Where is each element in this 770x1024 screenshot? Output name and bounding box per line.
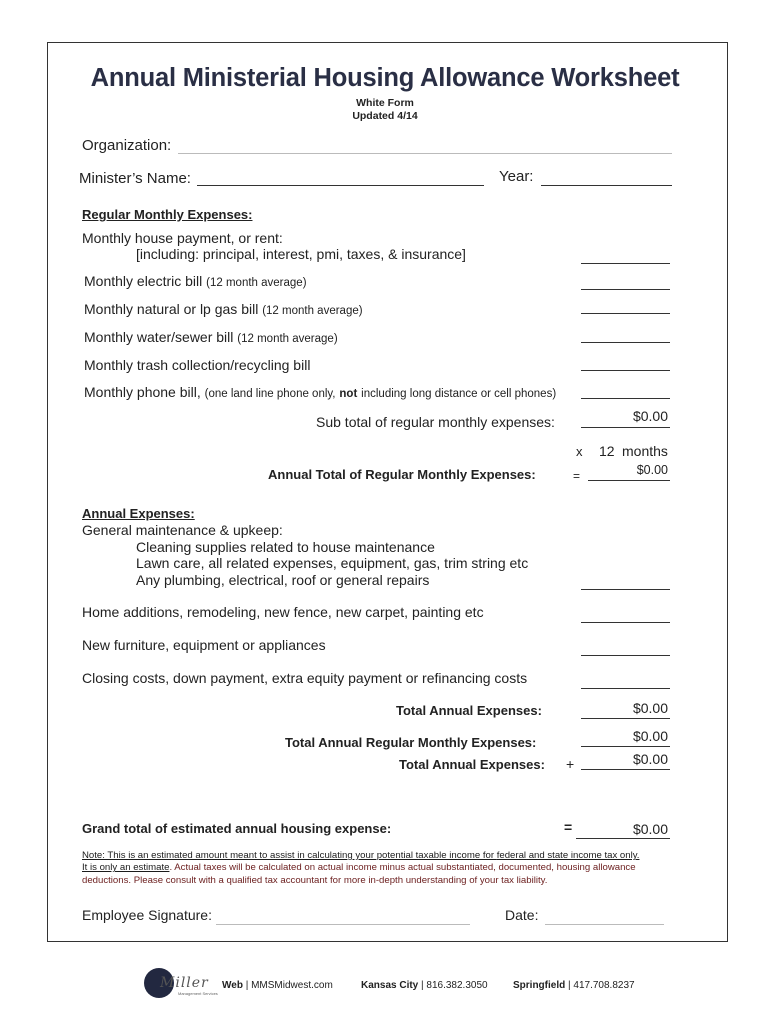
annual-regular-total-label: Annual Total of Regular Monthly Expenses:	[268, 467, 536, 482]
new-furniture-label: New furniture, equipment or appliances	[82, 637, 326, 653]
lawn-care-label: Lawn care, all related expenses, equipment, gas, trim string etc	[136, 555, 529, 571]
phone-bill-label: Monthly phone bill,	[84, 384, 201, 400]
grand-total-equals: =	[564, 819, 573, 835]
grand-total-label: Grand total of estimated annual housing expense:	[82, 821, 392, 836]
gas-bill-label: Monthly natural or lp gas bill	[84, 301, 259, 317]
house-payment-label: Monthly house payment, or rent:	[82, 230, 283, 246]
minister-name-label: Minister’s Name:	[79, 170, 191, 187]
general-maintenance-field[interactable]	[581, 589, 670, 590]
house-payment-field[interactable]	[581, 263, 670, 264]
annual-regular-total-value: $0.00	[636, 463, 668, 477]
water-bill-row	[84, 329, 338, 345]
summary-regular-value: $0.00	[632, 728, 668, 744]
employee-signature-field[interactable]	[216, 924, 470, 925]
note-part4: . Actual taxes will be calculated on actual income minus actual substantiated, documented, housing allowance deductions. Please consult with a qualified tax accountant for more in-depth understanding of your tax liability.	[82, 862, 636, 886]
employee-signature-label: Employee Signature:	[82, 907, 212, 923]
annual-regular-equals: =	[573, 469, 581, 483]
updated-date: Updated 4/14	[352, 110, 418, 122]
cleaning-supplies-label: Cleaning supplies related to house maintenance	[136, 539, 435, 555]
water-bill-note: (12 month average)	[237, 333, 338, 345]
tax-note	[82, 850, 682, 887]
new-furniture-field[interactable]	[581, 655, 670, 656]
summary-regular-field[interactable]	[581, 746, 670, 747]
general-maintenance-label: General maintenance & upkeep:	[82, 522, 283, 538]
grand-total-field[interactable]	[576, 838, 670, 839]
subtotal-value: $0.00	[632, 408, 668, 424]
note-part2: and state income tax only.	[526, 850, 640, 861]
web-value[interactable]: | MMSMidwest.com	[245, 980, 333, 991]
phone-bill-row	[84, 384, 556, 400]
multiply-sign: x	[576, 444, 583, 459]
summary-annual-label: Total Annual Expenses:	[399, 757, 545, 772]
note-federal: federal	[496, 850, 527, 861]
grand-total-value: $0.00	[632, 821, 668, 837]
organization-label: Organization:	[82, 137, 172, 154]
home-additions-field[interactable]	[581, 622, 670, 623]
electric-bill-note: (12 month average)	[206, 277, 307, 289]
summary-annual-value: $0.00	[632, 751, 668, 767]
phone-bill-note-not: not	[339, 388, 358, 400]
subtotal-label: Sub total of regular monthly expenses:	[316, 414, 555, 430]
logo-subtext: Management Services	[178, 991, 218, 996]
total-annual-expenses-label: Total Annual Expenses:	[396, 703, 542, 718]
trash-bill-field[interactable]	[581, 370, 670, 371]
phone-bill-field[interactable]	[581, 398, 670, 399]
trash-bill-label: Monthly trash collection/recycling bill	[84, 357, 311, 373]
organization-field[interactable]	[178, 153, 672, 154]
months-label: months	[622, 443, 668, 459]
page-title: Annual Ministerial Housing Allowance Worksheet	[90, 64, 680, 92]
total-annual-expenses-value: $0.00	[632, 700, 668, 716]
form-subtitle: White Form	[356, 97, 414, 109]
footer-kansas-city	[361, 980, 488, 991]
footer-web	[222, 980, 333, 991]
electric-bill-row	[84, 273, 307, 289]
water-bill-field[interactable]	[581, 342, 670, 343]
date-label: Date:	[505, 907, 539, 923]
date-field[interactable]	[545, 924, 664, 925]
note-part3: It is only an estimate	[82, 862, 170, 874]
year-field[interactable]	[541, 185, 672, 186]
house-payment-detail: [including: principal, interest, pmi, taxes, & insurance]	[136, 246, 466, 262]
total-annual-expenses-field[interactable]	[581, 718, 670, 719]
plus-sign: +	[566, 756, 575, 772]
spr-value: | 417.708.8237	[568, 980, 635, 991]
gas-bill-note: (12 month average)	[262, 305, 363, 317]
kc-value: | 816.382.3050	[421, 980, 488, 991]
summary-regular-label: Total Annual Regular Monthly Expenses:	[285, 735, 537, 750]
electric-bill-label: Monthly electric bill	[84, 273, 203, 289]
water-bill-label: Monthly water/sewer bill	[84, 329, 234, 345]
annual-expenses-heading: Annual Expenses:	[82, 506, 195, 521]
subtotal-field[interactable]	[581, 427, 670, 428]
spr-label: Springfield	[513, 980, 566, 991]
annual-regular-total-field[interactable]	[588, 480, 670, 481]
year-label: Year:	[499, 168, 534, 185]
months-count: 12	[599, 443, 615, 459]
summary-annual-field[interactable]	[581, 769, 670, 770]
gas-bill-field[interactable]	[581, 313, 670, 314]
phone-bill-note-b: including long distance or cell phones)	[361, 388, 557, 400]
electric-bill-field[interactable]	[581, 289, 670, 290]
gas-bill-row	[84, 301, 363, 317]
plumbing-repairs-label: Any plumbing, electrical, roof or general repairs	[136, 572, 430, 588]
web-label: Web	[222, 980, 243, 991]
regular-expenses-heading: Regular Monthly Expenses:	[82, 207, 253, 222]
closing-costs-label: Closing costs, down payment, extra equity payment or refinancing costs	[82, 670, 528, 686]
note-part1: Note: This is an estimated amount meant to assist in calculating your potential taxable income for	[82, 850, 497, 861]
phone-bill-note-a: (one land line phone only,	[204, 388, 336, 400]
kc-label: Kansas City	[361, 980, 419, 991]
closing-costs-field[interactable]	[581, 688, 670, 689]
footer-springfield	[513, 980, 635, 991]
minister-name-field[interactable]	[197, 185, 484, 186]
home-additions-label: Home additions, remodeling, new fence, new carpet, painting etc	[82, 604, 484, 620]
logo-text: Miller	[160, 975, 209, 991]
